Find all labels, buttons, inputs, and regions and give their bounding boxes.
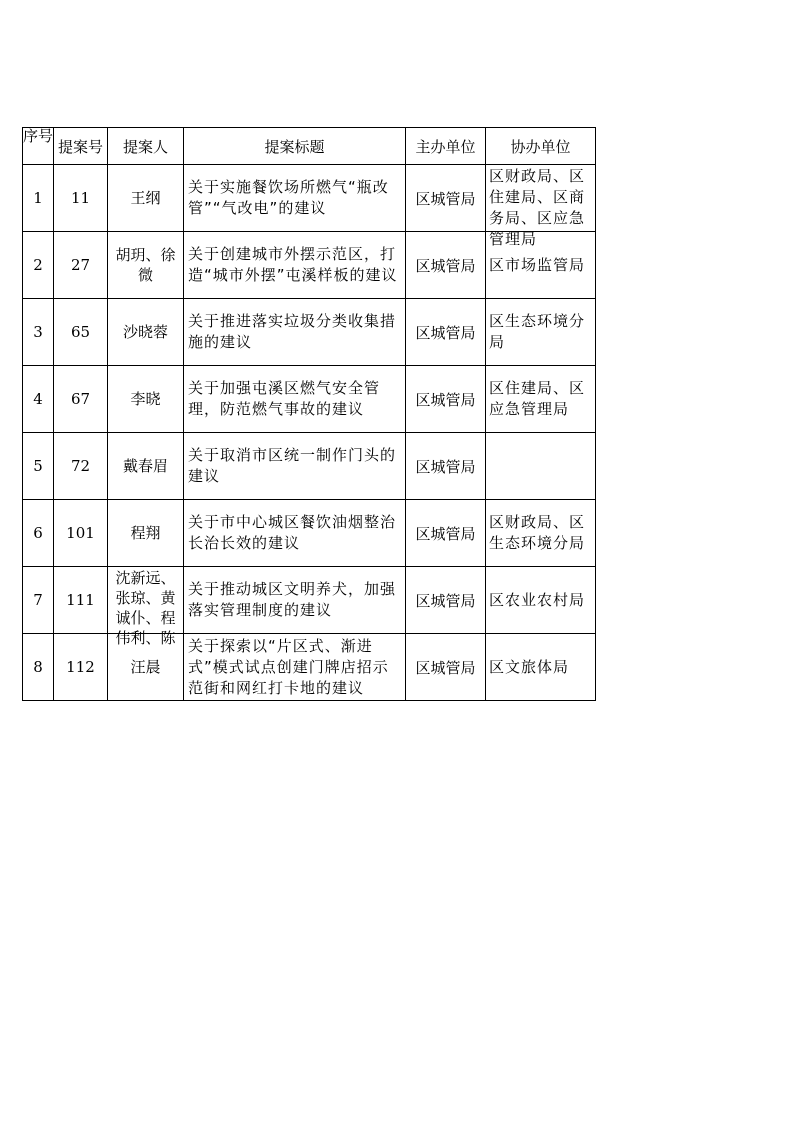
cell-main-unit: 区城管局 <box>406 165 486 232</box>
cell-main-unit: 区城管局 <box>406 299 486 366</box>
cell-title: 关于推进落实垃圾分类收集措施的建议 <box>184 299 406 366</box>
header-title: 提案标题 <box>184 128 406 165</box>
header-row <box>23 128 596 165</box>
cell-proposer: 汪晨 <box>108 634 184 701</box>
cell-co-units: 区财政局、区住建局、区商务局、区应急管理局 <box>486 165 596 232</box>
table-row <box>23 299 596 366</box>
cell-co-units: 区市场监管局 <box>486 232 596 299</box>
cell-title: 关于取消市区统一制作门头的建议 <box>184 433 406 500</box>
cell-proposer: 戴春眉 <box>108 433 184 500</box>
cell-main-unit: 区城管局 <box>406 433 486 500</box>
table-row <box>23 634 596 701</box>
cell-co-units: 区生态环境分局 <box>486 299 596 366</box>
cell-proposer: 王纲 <box>108 165 184 232</box>
cell-co-units: 区文旅体局 <box>486 634 596 701</box>
cell-seq: 6 <box>23 500 54 567</box>
cell-main-unit: 区城管局 <box>406 567 486 634</box>
cell-title: 关于实施餐饮场所燃气“瓶改管”“气改电”的建议 <box>184 165 406 232</box>
cell-proposer: 李晓 <box>108 366 184 433</box>
cell-proposal-no: 67 <box>54 366 108 433</box>
cell-title: 关于探索以“片区式、渐进式”模式试点创建门牌店招示范街和网红打卡地的建议 <box>184 634 406 701</box>
cell-main-unit: 区城管局 <box>406 366 486 433</box>
cell-title: 关于推动城区文明养犬，加强落实管理制度的建议 <box>184 567 406 634</box>
cell-co-units: 区农业农村局 <box>486 567 596 634</box>
cell-proposal-no: 27 <box>54 232 108 299</box>
cell-title: 关于加强屯溪区燃气安全管理，防范燃气事故的建议 <box>184 366 406 433</box>
cell-proposal-no: 65 <box>54 299 108 366</box>
header-proposer: 提案人 <box>108 128 184 165</box>
cell-seq: 8 <box>23 634 54 701</box>
cell-proposer: 沈新远、张琼、黄诚仆、程伟利、陈 <box>108 567 184 634</box>
header-proposal-no: 提案号 <box>54 128 108 165</box>
table-row <box>23 165 596 232</box>
header-seq: 序号 <box>23 128 54 165</box>
cell-seq: 1 <box>23 165 54 232</box>
cell-proposer: 程翔 <box>108 500 184 567</box>
cell-main-unit: 区城管局 <box>406 634 486 701</box>
table-row <box>23 366 596 433</box>
cell-proposer: 胡玥、徐微 <box>108 232 184 299</box>
table-row <box>23 500 596 567</box>
cell-co-units <box>486 433 596 500</box>
cell-proposal-no: 112 <box>54 634 108 701</box>
cell-co-units: 区住建局、区应急管理局 <box>486 366 596 433</box>
cell-seq: 3 <box>23 299 54 366</box>
cell-proposal-no: 11 <box>54 165 108 232</box>
cell-proposal-no: 101 <box>54 500 108 567</box>
cell-title: 关于创建城市外摆示范区，打造“城市外摆”屯溪样板的建议 <box>184 232 406 299</box>
cell-proposal-no: 111 <box>54 567 108 634</box>
cell-co-units: 区财政局、区生态环境分局 <box>486 500 596 567</box>
cell-seq: 5 <box>23 433 54 500</box>
cell-title: 关于市中心城区餐饮油烟整治长治长效的建议 <box>184 500 406 567</box>
header-co-units: 协办单位 <box>486 128 596 165</box>
cell-main-unit: 区城管局 <box>406 500 486 567</box>
cell-seq: 4 <box>23 366 54 433</box>
cell-seq: 2 <box>23 232 54 299</box>
cell-seq: 7 <box>23 567 54 634</box>
proposal-table <box>22 127 596 701</box>
cell-proposal-no: 72 <box>54 433 108 500</box>
table-row <box>23 433 596 500</box>
header-main-unit: 主办单位 <box>406 128 486 165</box>
cell-main-unit: 区城管局 <box>406 232 486 299</box>
cell-proposer: 沙晓蓉 <box>108 299 184 366</box>
table-row <box>23 567 596 634</box>
